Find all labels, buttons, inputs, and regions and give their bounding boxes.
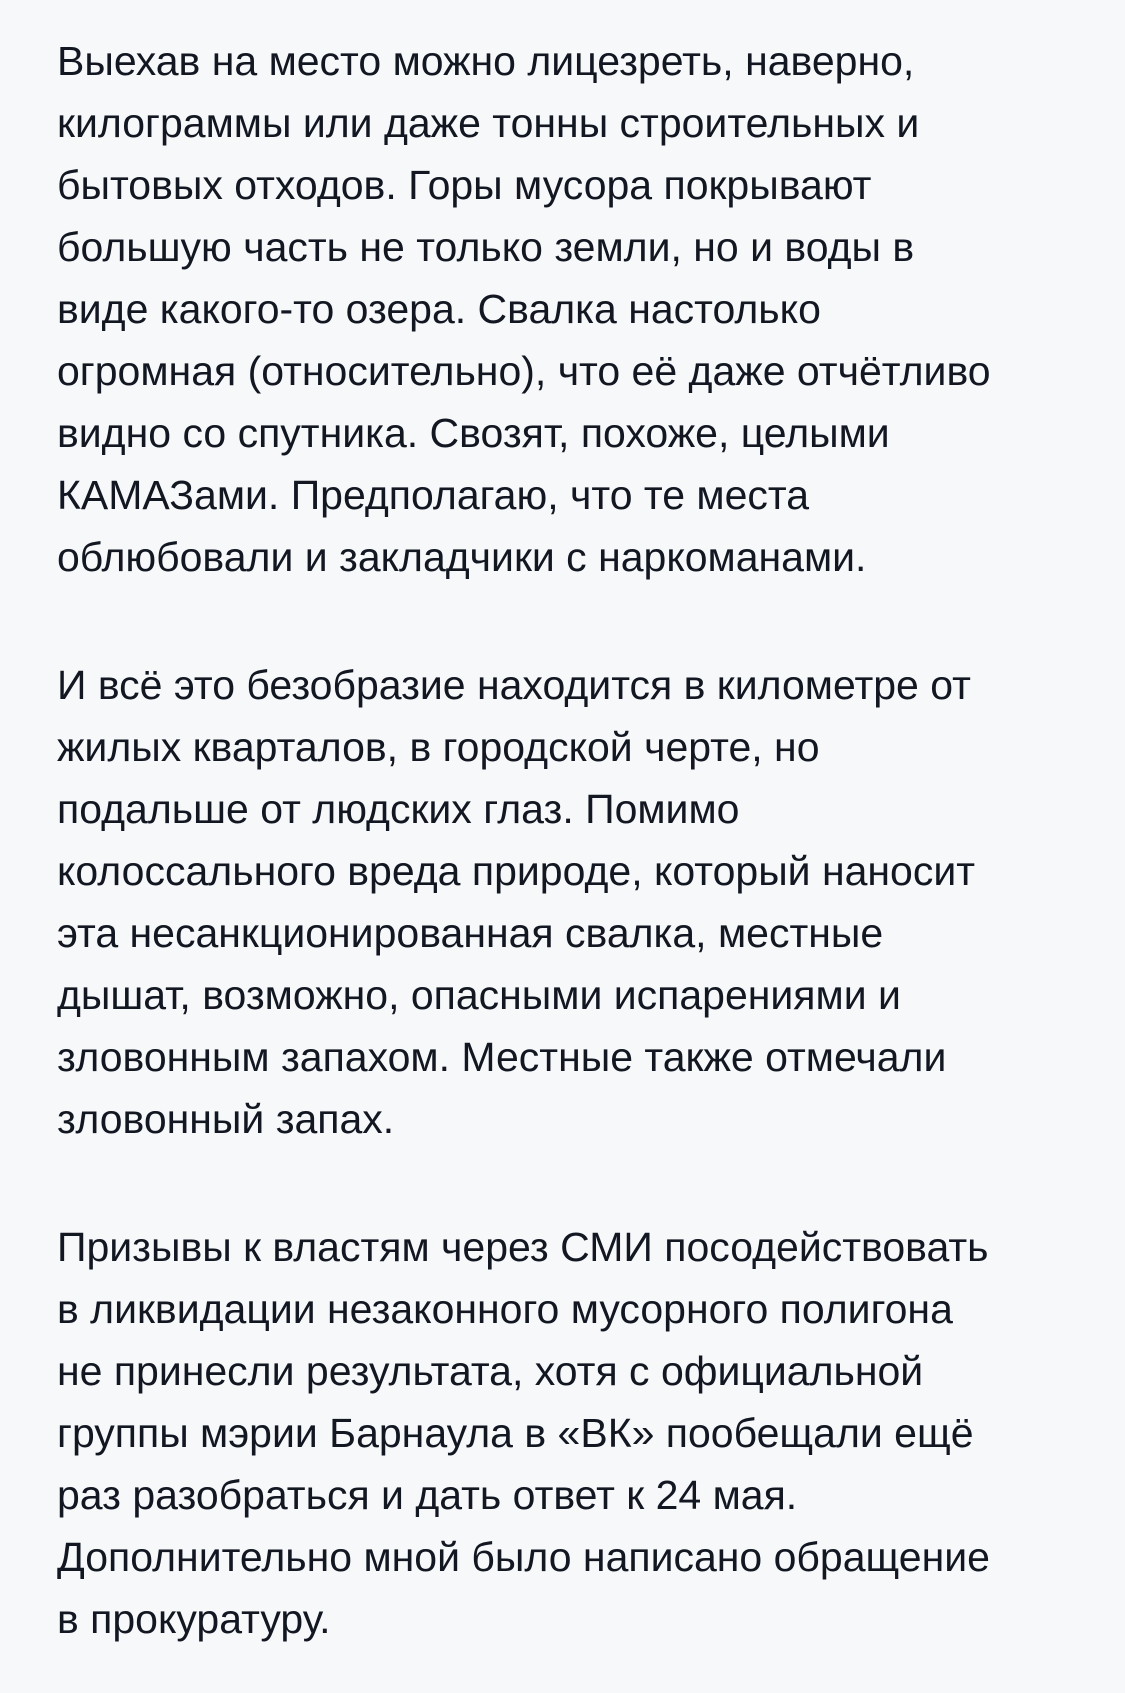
- text-line: раз разобраться и дать ответ к 24 мая.: [57, 1472, 798, 1518]
- text-line: И всё это безобразие находится в километре от: [57, 662, 971, 708]
- text-line: килограммы или даже тонны строительных и: [57, 100, 920, 146]
- text-line: не принесли результата, хотя с официальной: [57, 1348, 924, 1394]
- text-line: облюбовали и закладчики с наркоманами.: [57, 534, 867, 580]
- text-line: огромная (относительно), что её даже отчётливо: [57, 348, 991, 394]
- text-line: в прокуратуру.: [57, 1596, 331, 1642]
- text-line: виде какого-то озера. Свалка настолько: [57, 286, 821, 332]
- text-line: КАМАЗами. Предполагаю, что те места: [57, 472, 810, 518]
- text-line: Выехав на место можно лицезреть, наверно,: [57, 38, 915, 84]
- text-line: эта несанкционированная свалка, местные: [57, 910, 884, 956]
- text-line: жилых кварталов, в городской черте, но: [57, 724, 820, 770]
- paragraph: [57, 1216, 1069, 1650]
- text-line: подальше от людских глаз. Помимо: [57, 786, 740, 832]
- text-line: зловонный запах.: [57, 1096, 395, 1142]
- text-line: группы мэрии Барнаула в «ВК» пообещали ещё: [57, 1410, 974, 1456]
- text-line: Дополнительно мной было написано обращение: [57, 1534, 990, 1580]
- text-line: видно со спутника. Свозят, похоже, целыми: [57, 410, 890, 456]
- paragraph: [57, 30, 1069, 588]
- text-line: бытовых отходов. Горы мусора покрывают: [57, 162, 872, 208]
- text-line: колоссального вреда природе, который наносит: [57, 848, 976, 894]
- text-line: в ликвидации незаконного мусорного полигона: [57, 1286, 953, 1332]
- text-line: большую часть не только земли, но и воды в: [57, 224, 915, 270]
- text-line: зловонным запахом. Местные также отмечали: [57, 1034, 947, 1080]
- text-line: Призывы к властям через СМИ посодействовать: [57, 1224, 989, 1270]
- paragraph: [57, 654, 1069, 1150]
- text-line: дышат, возможно, опасными испарениями и: [57, 972, 901, 1018]
